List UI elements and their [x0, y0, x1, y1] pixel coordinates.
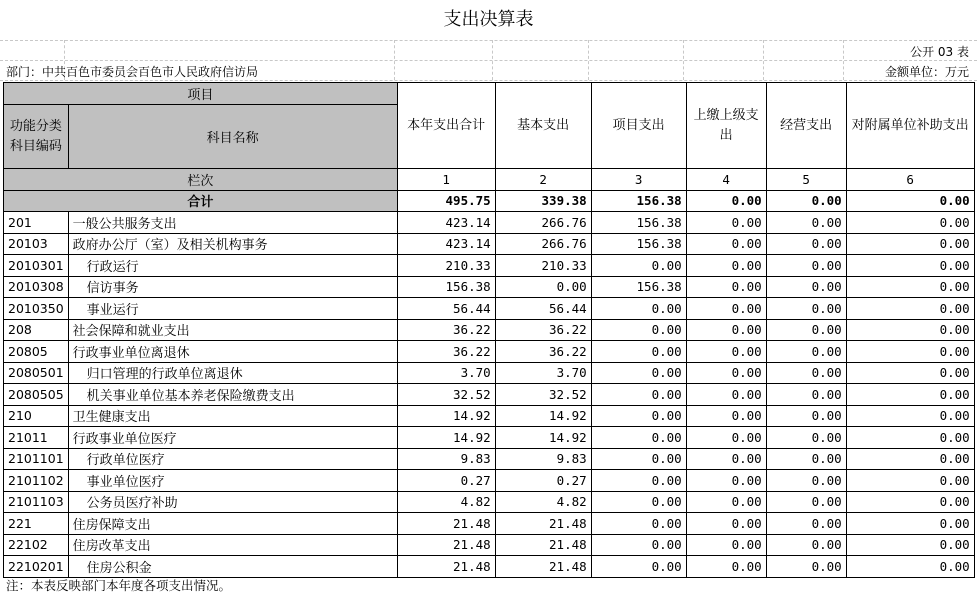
- column-number: 2: [495, 169, 591, 191]
- row-name[interactable]: 公务员医疗补助: [68, 491, 397, 513]
- header-name: 科目名称: [68, 105, 397, 169]
- row-value[interactable]: 0.00: [686, 233, 766, 255]
- row-value[interactable]: 0.00: [591, 341, 686, 363]
- row-value[interactable]: 0.00: [591, 319, 686, 341]
- row-name[interactable]: 信访事务: [68, 276, 397, 298]
- grid-line: [763, 40, 764, 80]
- header-code: 功能分类科目编码: [4, 105, 69, 169]
- row-value[interactable]: 0.00: [766, 384, 846, 406]
- row-value[interactable]: 21.48: [397, 513, 495, 535]
- row-value[interactable]: 0.00: [591, 384, 686, 406]
- row-value[interactable]: 0.00: [686, 276, 766, 298]
- table-row[interactable]: [4, 491, 975, 513]
- row-value[interactable]: 0.00: [766, 556, 846, 578]
- table-row[interactable]: [4, 276, 975, 298]
- total-cell: 0.00: [766, 190, 846, 212]
- row-value[interactable]: 0.00: [686, 534, 766, 556]
- column-number: 4: [686, 169, 766, 191]
- row-name[interactable]: 卫生健康支出: [68, 405, 397, 427]
- row-value[interactable]: 0.00: [766, 448, 846, 470]
- table-body: [4, 212, 975, 578]
- header-col-subsidy: 对附属单位补助支出: [846, 83, 974, 169]
- row-name[interactable]: 住房改革支出: [68, 534, 397, 556]
- row-value[interactable]: 0.00: [591, 427, 686, 449]
- total-cell: 0.00: [846, 190, 974, 212]
- row-value[interactable]: 423.14: [397, 233, 495, 255]
- column-number: 1: [397, 169, 495, 191]
- row-value[interactable]: 0.00: [686, 384, 766, 406]
- table-row[interactable]: [4, 255, 975, 277]
- row-value[interactable]: 0.00: [846, 298, 974, 320]
- row-value[interactable]: 0.00: [686, 341, 766, 363]
- row-code[interactable]: 20103: [4, 233, 69, 255]
- row-value[interactable]: 0.00: [591, 298, 686, 320]
- row-value[interactable]: 0.00: [846, 341, 974, 363]
- row-value[interactable]: 0.00: [766, 534, 846, 556]
- row-value[interactable]: 0.00: [846, 255, 974, 277]
- row-value[interactable]: 0.00: [766, 233, 846, 255]
- table-row[interactable]: [4, 384, 975, 406]
- grid-line: [0, 60, 977, 61]
- table-row[interactable]: [4, 212, 975, 234]
- row-code[interactable]: 2010301: [4, 255, 69, 277]
- row-value[interactable]: 21.48: [495, 513, 591, 535]
- table-number: 公开 03 表: [910, 45, 969, 59]
- grid-line: [0, 80, 977, 81]
- grid-line: [492, 40, 493, 80]
- row-value[interactable]: 266.76: [495, 233, 591, 255]
- row-code[interactable]: 210: [4, 405, 69, 427]
- row-value[interactable]: 0.00: [766, 491, 846, 513]
- row-value[interactable]: 0.00: [686, 362, 766, 384]
- row-value[interactable]: 0.00: [766, 341, 846, 363]
- footnote: 注：本表反映部门本年度各项支出情况。: [6, 578, 232, 593]
- row-value[interactable]: 3.70: [495, 362, 591, 384]
- row-value[interactable]: 0.00: [686, 427, 766, 449]
- row-value[interactable]: 0.00: [686, 513, 766, 535]
- row-name[interactable]: 住房保障支出: [68, 513, 397, 535]
- row-code[interactable]: 22102: [4, 534, 69, 556]
- row-value[interactable]: 0.00: [686, 491, 766, 513]
- row-value[interactable]: 0.00: [846, 491, 974, 513]
- row-value[interactable]: 0.00: [846, 448, 974, 470]
- row-value[interactable]: 36.22: [495, 319, 591, 341]
- row-value[interactable]: 266.76: [495, 212, 591, 234]
- page-title: 支出决算表: [443, 9, 534, 30]
- table-row[interactable]: [4, 362, 975, 384]
- column-number: 3: [591, 169, 686, 191]
- row-value[interactable]: 21.48: [495, 534, 591, 556]
- grid-line: [394, 40, 395, 80]
- header-col-basic: 基本支出: [495, 83, 591, 169]
- header-item: 项目: [4, 83, 398, 105]
- row-value[interactable]: 0.00: [846, 405, 974, 427]
- row-value[interactable]: 3.70: [397, 362, 495, 384]
- row-value[interactable]: 0.00: [846, 427, 974, 449]
- row-code[interactable]: 2210201: [4, 556, 69, 578]
- row-name[interactable]: 机关事业单位基本养老保险缴费支出: [68, 384, 397, 406]
- total-cell: 0.00: [686, 190, 766, 212]
- row-value[interactable]: 0.00: [591, 470, 686, 492]
- row-name[interactable]: 住房公积金: [68, 556, 397, 578]
- row-code[interactable]: 2101101: [4, 448, 69, 470]
- header-col-total: 本年支出合计: [397, 83, 495, 169]
- row-code[interactable]: 221: [4, 513, 69, 535]
- table-row[interactable]: [4, 427, 975, 449]
- total-cell: 156.38: [591, 190, 686, 212]
- row-code[interactable]: 201: [4, 212, 69, 234]
- row-value[interactable]: 0.00: [686, 405, 766, 427]
- row-value[interactable]: 0.00: [766, 212, 846, 234]
- row-value[interactable]: 0.00: [846, 319, 974, 341]
- row-code[interactable]: 2101103: [4, 491, 69, 513]
- row-value[interactable]: 0.00: [591, 362, 686, 384]
- row-value[interactable]: 14.92: [397, 427, 495, 449]
- row-value[interactable]: 14.92: [495, 427, 591, 449]
- table-row[interactable]: [4, 448, 975, 470]
- row-value[interactable]: 14.92: [397, 405, 495, 427]
- row-value[interactable]: 36.22: [495, 341, 591, 363]
- grid-line: [588, 40, 589, 80]
- row-name[interactable]: 一般公共服务支出: [68, 212, 397, 234]
- row-value[interactable]: 32.52: [495, 384, 591, 406]
- row-name[interactable]: 行政运行: [68, 255, 397, 277]
- grid-line: [683, 40, 684, 80]
- department-label: 部门：中共百色市委员会百色市人民政府信访局: [6, 65, 259, 79]
- row-value[interactable]: 0.00: [591, 405, 686, 427]
- row-value[interactable]: 0.00: [846, 384, 974, 406]
- total-cell: 339.38: [495, 190, 591, 212]
- column-number: 6: [846, 169, 974, 191]
- grid-line: [843, 40, 844, 80]
- row-value[interactable]: 0.00: [766, 255, 846, 277]
- expenditure-table: [3, 82, 975, 578]
- row-value[interactable]: 156.38: [591, 233, 686, 255]
- row-value[interactable]: 0.00: [591, 534, 686, 556]
- row-value[interactable]: 0.00: [846, 233, 974, 255]
- row-value[interactable]: 0.00: [766, 513, 846, 535]
- row-value[interactable]: 0.00: [846, 513, 974, 535]
- row-value[interactable]: 0.00: [591, 448, 686, 470]
- row-name[interactable]: 社会保障和就业支出: [68, 319, 397, 341]
- row-value[interactable]: 0.00: [686, 212, 766, 234]
- row-value[interactable]: 156.38: [397, 276, 495, 298]
- row-value[interactable]: 0.27: [495, 470, 591, 492]
- row-name[interactable]: 行政单位医疗: [68, 448, 397, 470]
- row-value[interactable]: 9.83: [495, 448, 591, 470]
- row-value[interactable]: 4.82: [495, 491, 591, 513]
- row-value[interactable]: 0.00: [591, 513, 686, 535]
- row-value[interactable]: 0.00: [766, 298, 846, 320]
- row-value[interactable]: 0.00: [686, 556, 766, 578]
- row-code[interactable]: 2010350: [4, 298, 69, 320]
- row-name[interactable]: 政府办公厅（室）及相关机构事务: [68, 233, 397, 255]
- row-value[interactable]: 36.22: [397, 341, 495, 363]
- row-value[interactable]: 56.44: [495, 298, 591, 320]
- table-row[interactable]: [4, 405, 975, 427]
- table-row[interactable]: [4, 556, 975, 578]
- row-value[interactable]: 0.00: [591, 255, 686, 277]
- table-row[interactable]: [4, 319, 975, 341]
- column-number-label: 栏次: [4, 169, 398, 191]
- row-value[interactable]: 0.00: [686, 470, 766, 492]
- row-value[interactable]: 156.38: [591, 276, 686, 298]
- row-value[interactable]: 0.00: [686, 298, 766, 320]
- row-value[interactable]: 56.44: [397, 298, 495, 320]
- header-col-remit: 上缴上级支出: [686, 83, 766, 169]
- row-value[interactable]: 0.00: [686, 448, 766, 470]
- row-value[interactable]: 0.00: [495, 276, 591, 298]
- row-value[interactable]: 0.00: [766, 427, 846, 449]
- table-row[interactable]: [4, 233, 975, 255]
- header-col-project: 项目支出: [591, 83, 686, 169]
- row-value[interactable]: 0.00: [766, 470, 846, 492]
- row-value[interactable]: 0.00: [846, 470, 974, 492]
- row-value[interactable]: 4.82: [397, 491, 495, 513]
- row-value[interactable]: 0.00: [846, 556, 974, 578]
- row-value[interactable]: 36.22: [397, 319, 495, 341]
- row-value[interactable]: 0.00: [766, 362, 846, 384]
- row-value[interactable]: 156.38: [591, 212, 686, 234]
- row-value[interactable]: 0.00: [766, 319, 846, 341]
- row-value[interactable]: 0.00: [846, 276, 974, 298]
- row-code[interactable]: 2080501: [4, 362, 69, 384]
- row-value[interactable]: 21.48: [397, 556, 495, 578]
- row-value[interactable]: 9.83: [397, 448, 495, 470]
- row-value[interactable]: 423.14: [397, 212, 495, 234]
- row-value[interactable]: 0.00: [591, 491, 686, 513]
- row-value[interactable]: 21.48: [397, 534, 495, 556]
- row-value[interactable]: 0.00: [686, 319, 766, 341]
- grid-line: [0, 40, 977, 41]
- table-row[interactable]: [4, 298, 975, 320]
- table-row[interactable]: [4, 513, 975, 535]
- row-value[interactable]: 0.27: [397, 470, 495, 492]
- table-row[interactable]: [4, 341, 975, 363]
- total-label: 合计: [4, 190, 398, 212]
- row-name[interactable]: 事业运行: [68, 298, 397, 320]
- row-value[interactable]: 0.00: [686, 255, 766, 277]
- row-value[interactable]: 14.92: [495, 405, 591, 427]
- unit-label: 金额单位：万元: [884, 65, 969, 79]
- row-name[interactable]: 归口管理的行政单位离退休: [68, 362, 397, 384]
- row-value[interactable]: 0.00: [766, 405, 846, 427]
- row-value[interactable]: 0.00: [846, 534, 974, 556]
- row-value[interactable]: 0.00: [591, 556, 686, 578]
- row-value[interactable]: 0.00: [846, 212, 974, 234]
- row-code[interactable]: 208: [4, 319, 69, 341]
- row-value[interactable]: 21.48: [495, 556, 591, 578]
- row-code[interactable]: 2010308: [4, 276, 69, 298]
- total-cell: 495.75: [397, 190, 495, 212]
- row-name[interactable]: 事业单位医疗: [68, 470, 397, 492]
- header-col-business: 经营支出: [766, 83, 846, 169]
- row-code[interactable]: 21011: [4, 427, 69, 449]
- total-row: [4, 190, 975, 212]
- row-name[interactable]: 行政事业单位医疗: [68, 427, 397, 449]
- row-value[interactable]: 210.33: [495, 255, 591, 277]
- table-row[interactable]: [4, 534, 975, 556]
- row-name[interactable]: 行政事业单位离退休: [68, 341, 397, 363]
- row-code[interactable]: 20805: [4, 341, 69, 363]
- row-code[interactable]: 2101102: [4, 470, 69, 492]
- table-row[interactable]: [4, 470, 975, 492]
- column-number: 5: [766, 169, 846, 191]
- row-value[interactable]: 0.00: [766, 276, 846, 298]
- row-code[interactable]: 2080505: [4, 384, 69, 406]
- row-value[interactable]: 210.33: [397, 255, 495, 277]
- row-value[interactable]: 0.00: [846, 362, 974, 384]
- row-value[interactable]: 32.52: [397, 384, 495, 406]
